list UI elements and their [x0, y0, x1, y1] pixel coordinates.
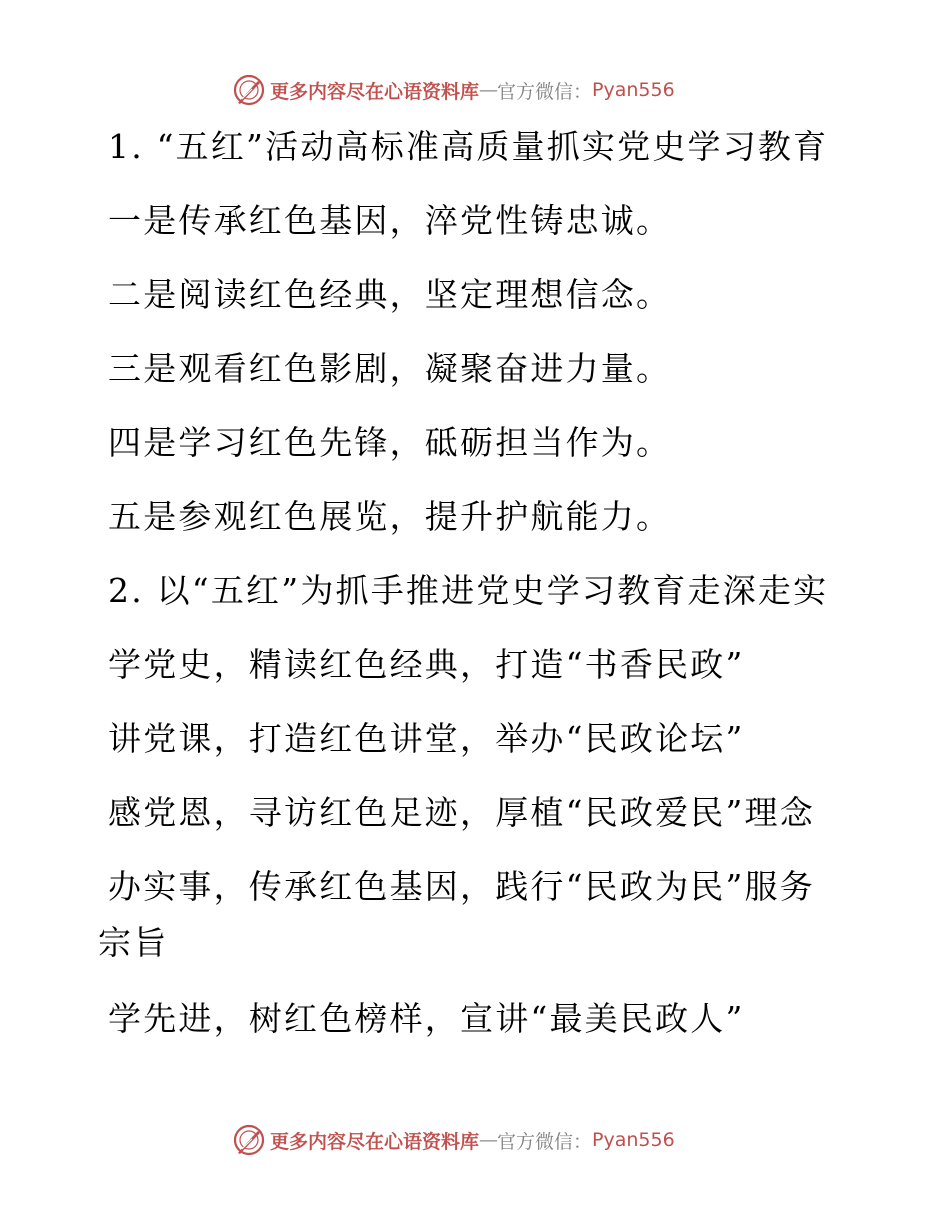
quill-pen-icon — [232, 1123, 266, 1157]
section-2-item-1: 学党史，精读红色经典，打造“书香民政” — [108, 645, 745, 684]
section-1-item-4: 四是学习红色先锋，砥砺担当作为。 — [108, 423, 672, 462]
watermark-label: 官方微信： — [497, 80, 593, 103]
watermark-main-text: 更多内容尽在心语资料库 — [270, 1130, 480, 1153]
watermark-wechat-id: Pyan556 — [592, 79, 675, 101]
section-1-item-3: 三是观看红色影剧，凝聚奋进力量。 — [108, 349, 672, 388]
watermark-main-text: 更多内容尽在心语资料库 — [270, 80, 480, 103]
watermark-dash: — — [479, 79, 498, 101]
watermark-dash: — — [479, 1129, 498, 1151]
section-2-item-2: 讲党课，打造红色讲堂，举办“民政论坛” — [108, 719, 745, 758]
section-1-item-2: 二是阅读红色经典，坚定理想信念。 — [108, 275, 672, 314]
watermark-label: 官方微信： — [497, 1130, 593, 1153]
section-1-item-1: 一是传承红色基因，淬党性铸忠诚。 — [108, 201, 672, 240]
header-watermark — [232, 73, 675, 107]
watermark-wechat-id: Pyan556 — [592, 1129, 675, 1151]
section-2-item-4-continuation: 宗旨 — [98, 923, 169, 962]
quill-pen-icon — [232, 73, 266, 107]
section-2-item-4: 办实事，传承红色基因，践行“民政为民”服务 — [108, 867, 815, 906]
section-1-heading: 1. “五红”活动高标准高质量抓实党史学习教育 — [108, 127, 829, 166]
section-2-heading: 2. 以“五红”为抓手推进党史学习教育走深走实 — [108, 571, 829, 610]
footer-watermark — [232, 1123, 675, 1157]
section-2-item-5: 学先进，树红色榜样，宣讲“最美民政人” — [108, 999, 745, 1038]
section-1-item-5: 五是参观红色展览，提升护航能力。 — [108, 497, 672, 536]
section-2-item-3: 感党恩，寻访红色足迹，厚植“民政爱民”理念 — [108, 793, 815, 832]
